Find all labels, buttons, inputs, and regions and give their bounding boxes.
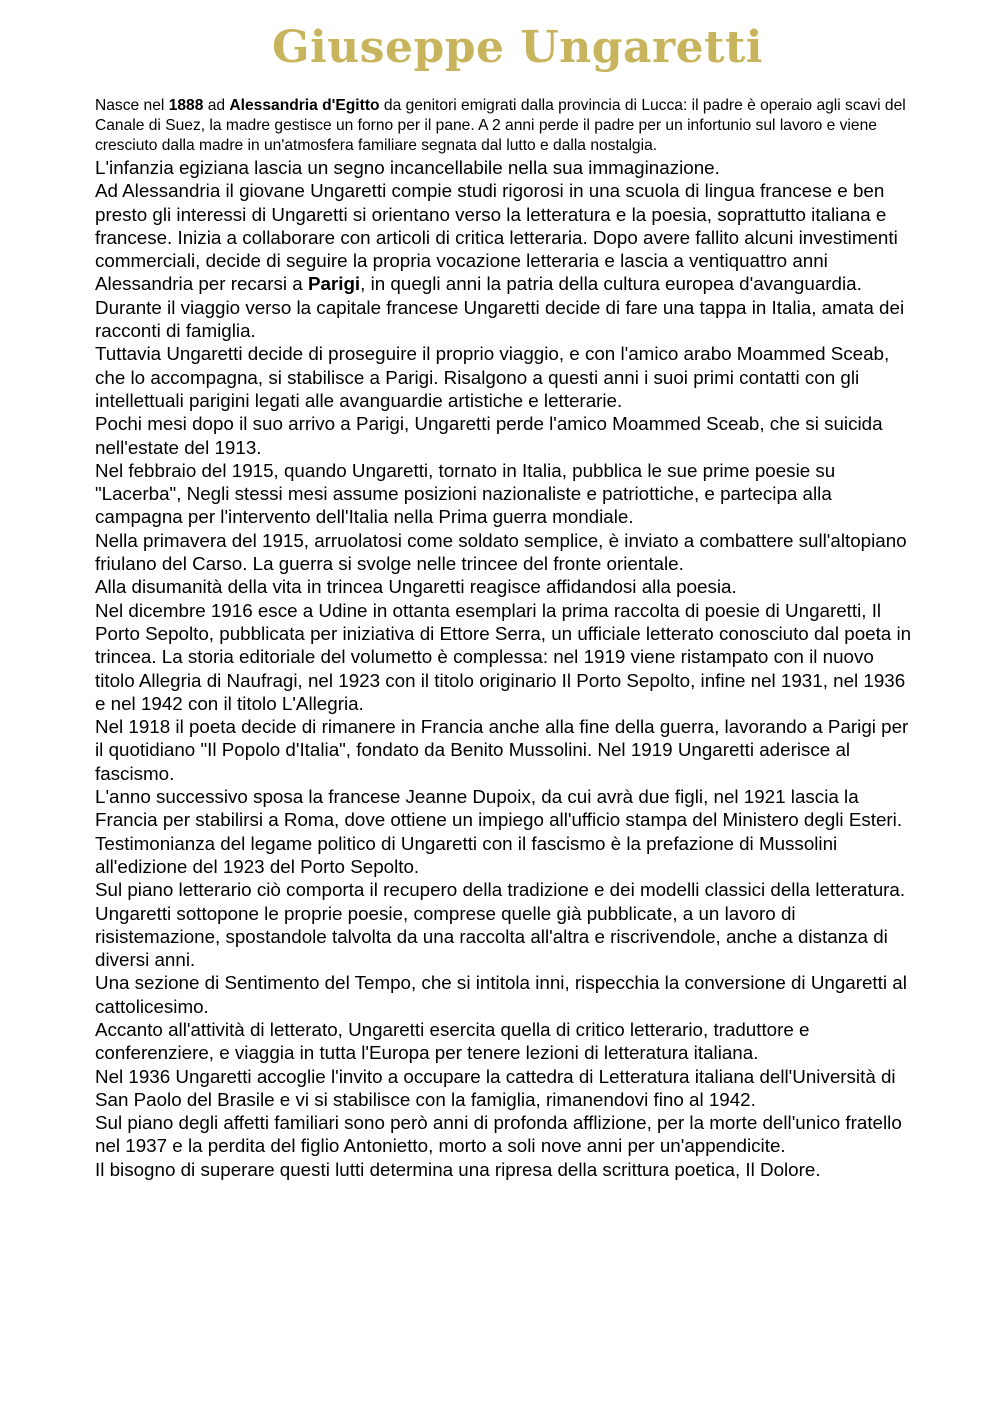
paragraph-7: Nella primavera del 1915, arruolatosi come soldato semplice, è inviato a combattere sull'altopiano friulano del Carso. La guerra si svolge nelle trincee del fronte orientale. [95, 529, 907, 575]
intro-paragraph [95, 96, 915, 156]
paragraph-1: L'infanzia egiziana lascia un segno incancellabile nella sua immaginazione. [95, 157, 720, 178]
paragraph-14: Una sezione di Sentimento del Tempo, che si intitola inni, rispecchia la conversione di Ungaretti al cattolicesimo. [95, 972, 907, 1017]
paragraph-15: Accanto all'attività di letterato, Ungaretti esercita quella di critico letterario, traduttore e conferenziere, e viaggia in tutta l'Europa per tenere lezioni di letteratura italiana. [95, 1018, 810, 1064]
paragraph-12: Sul piano letterario ciò comporta il recupero della tradizione e dei modelli classici della letteratura. [95, 879, 906, 901]
page-title: Giuseppe Ungaretti [271, 22, 764, 73]
document-body [95, 96, 915, 1181]
paragraph-18: Il bisogno di superare questi lutti determina una ripresa della scrittura poetica, Il Dolore. [95, 1158, 821, 1180]
intro-text-1: Nasce nel [95, 97, 169, 114]
paragraph-9: Nel dicembre 1916 esce a Udine in ottanta esemplari la prima raccolta di poesie di Ungaretti, Il Porto Sepolto, pubblicata per iniziativa di Ettore Serra, un ufficiale letterato conosciuto dal poeta in trincea. La storia editoriale del volumetto è complessa: nel 1919 viene ristampato con il nuovo titolo Allegria di Naufragi, nel 1923 con il titolo originario Il Porto Sepolto, infine nel 1931, nel 1936 e nel 1942 con il titolo L'Allegria. [95, 599, 912, 714]
paragraph-16: Nel 1936 Ungaretti accoglie l'invito a occupare la cattedra di Letteratura italiana dell'Università di San Paolo del Brasile e vi si stabilisce con la famiglia, rimanendovi fino al 1942. [95, 1065, 896, 1110]
paragraph-2 [95, 179, 915, 295]
paragraph-6: Nel febbraio del 1915, quando Ungaretti, tornato in Italia, pubblica le sue prime poesie su "Lacerba", Negli stessi mesi assume posizioni nazionaliste e patriottiche, e partecipa alla campagna per l'intervento dell'Italia nella Prima guerra mondiale. [95, 459, 836, 528]
intro-text-3: da genitori emigrati dalla provincia di Lucca: il padre è operaio agli scavi del Canale di Suez, la madre gestisce un forno per il pane. A 2 anni perde il padre per un infortunio sul lavoro e viene cresciuto dalla madre in un'atmosfera familiare segnata dal lutto e dalla nostalgia. [95, 97, 906, 154]
paragraph-2-text-1: Ad Alessandria il giovane Ungaretti compie studi rigorosi in una scuola di lingua francese e ben presto gli interessi di Ungaretti si orientano verso la letteratura e la poesia, soprattutto italiana e francese. Inizia a collaborare con articoli di critica letteraria. Dopo avere fallito alcuni investimenti commerciali, decide di seguire la propria vocazione letteraria e lascia a ventiquattro anni Alessandria per recarsi a [95, 180, 898, 295]
paragraph-2-text-2: , in quegli anni la patria della cultura europea d'avanguardia. [360, 273, 862, 295]
birth-place: Alessandria d'Egitto [229, 97, 380, 114]
paragraph-13: Ungaretti sottopone le proprie poesie, comprese quelle già pubblicate, a un lavoro di risistemazione, spostandole talvolta da una raccolta all'altra e riscrivendole, anche a distanza di diversi anni. [95, 902, 888, 971]
birth-year: 1888 [168, 97, 204, 114]
paragraph-11: L'anno successivo sposa la francese Jeanne Dupoix, da cui avrà due figli, nel 1921 lascia la Francia per stabilirsi a Roma, dove ottiene un impiego all'ufficio stampa del Ministero degli Esteri. Testimonianza del legame politico di Ungaretti con il fascismo è la prefazione di Mussolini all'edizione del 1923 del Porto Sepolto. [95, 786, 903, 877]
paris-bold: Parigi [307, 273, 361, 295]
paragraph-10: Nel 1918 il poeta decide di rimanere in Francia anche alla fine della guerra, lavorando a Parigi per il quotidiano "Il Popolo d'Italia", fondato da Benito Mussolini. Nel 1919 Ungaretti aderisce al fascismo. [95, 716, 909, 784]
intro-text-2: ad [203, 97, 230, 114]
paragraph-4: Tuttavia Ungaretti decide di proseguire il proprio viaggio, e con l'amico arabo Moammed Sceab, che lo accompagna, si stabilisce a Parigi. Risalgono a questi anni i suoi primi contatti con gli intellettuali parigini legati alle avanguardie artistiche e letterarie. [95, 343, 890, 411]
paragraph-3: Durante il viaggio verso la capitale francese Ungaretti decide di fare una tappa in Italia, amata dei racconti di famiglia. [95, 296, 905, 342]
paragraph-8: Alla disumanità della vita in trincea Ungaretti reagisce affidandosi alla poesia. [95, 576, 737, 598]
paragraph-17: Sul piano degli affetti familiari sono però anni di profonda afflizione, per la morte dell'unico fratello nel 1937 e la perdita del figlio Antonietto, morto a soli nove anni per un'appendicite. [95, 1112, 902, 1157]
paragraph-5: Pochi mesi dopo il suo arrivo a Parigi, Ungaretti perde l'amico Moammed Sceab, che si suicida nell'estate del 1913. [95, 413, 883, 458]
